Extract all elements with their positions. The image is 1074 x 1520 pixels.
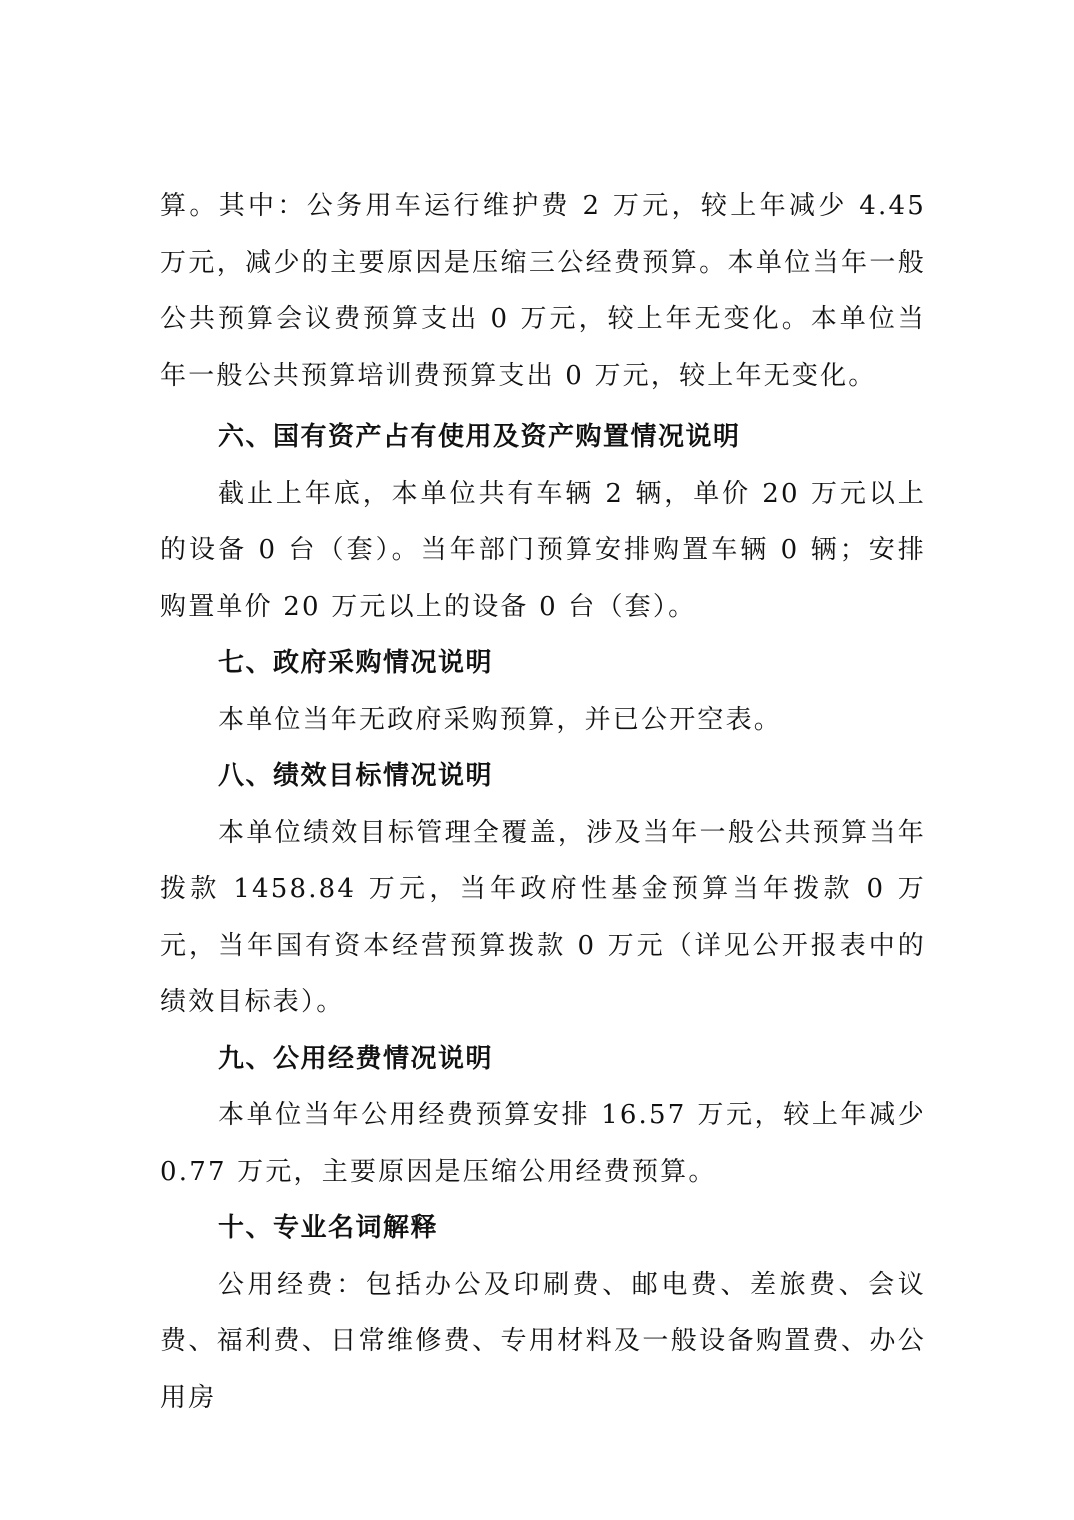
paragraph-public-funds: 本单位当年公用经费预算安排 16.57 万元，较上年减少 0.77 万元，主要原因是压缩公用经费预算。 <box>160 1100 926 1187</box>
paragraph-government-procurement: 本单位当年无政府采购预算，并已公开空表。 <box>218 704 783 735</box>
paragraph-performance-targets: 本单位绩效目标管理全覆盖，涉及当年一般公共预算当年拨款 1458.84 万元，当年政府性基金预算当年拨款 0 万元，当年国有资本经营预算拨款 0 万元（详见公开报表中的绩效目标表）。 <box>160 817 926 1017</box>
paragraph-state-assets: 截止上年底，本单位共有车辆 2 辆，单价 20 万元以上的设备 0 台（套）。当年部门预算安排购置车辆 0 辆；安排购置单价 20 万元以上的设备 0 台（套）。 <box>160 478 926 622</box>
document-page <box>160 178 926 1426</box>
heading-state-assets: 六、国有资产占有使用及资产购置情况说明 <box>218 422 741 452</box>
heading-public-funds: 九、公用经费情况说明 <box>218 1043 494 1074</box>
paragraph-public-vehicle-expenses: 算。其中：公务用车运行维护费 2 万元，较上年减少 4.45 万元，减少的主要原因是压缩三公经费预算。本单位当年一般公共预算会议费预算支出 0 万元，较上年无变化。本单位当年一般公共预算培训费预算支出 0 万元，较上年无变化。 <box>160 191 926 391</box>
heading-government-procurement: 七、政府采购情况说明 <box>218 648 494 678</box>
heading-terminology: 十、专业名词解释 <box>218 1213 439 1243</box>
paragraph-terminology: 公用经费：包括办公及印刷费、邮电费、差旅费、会议费、福利费、日常维修费、专用材料及一般设备购置费、办公用房 <box>160 1269 926 1413</box>
heading-performance-targets: 八、绩效目标情况说明 <box>218 761 494 791</box>
